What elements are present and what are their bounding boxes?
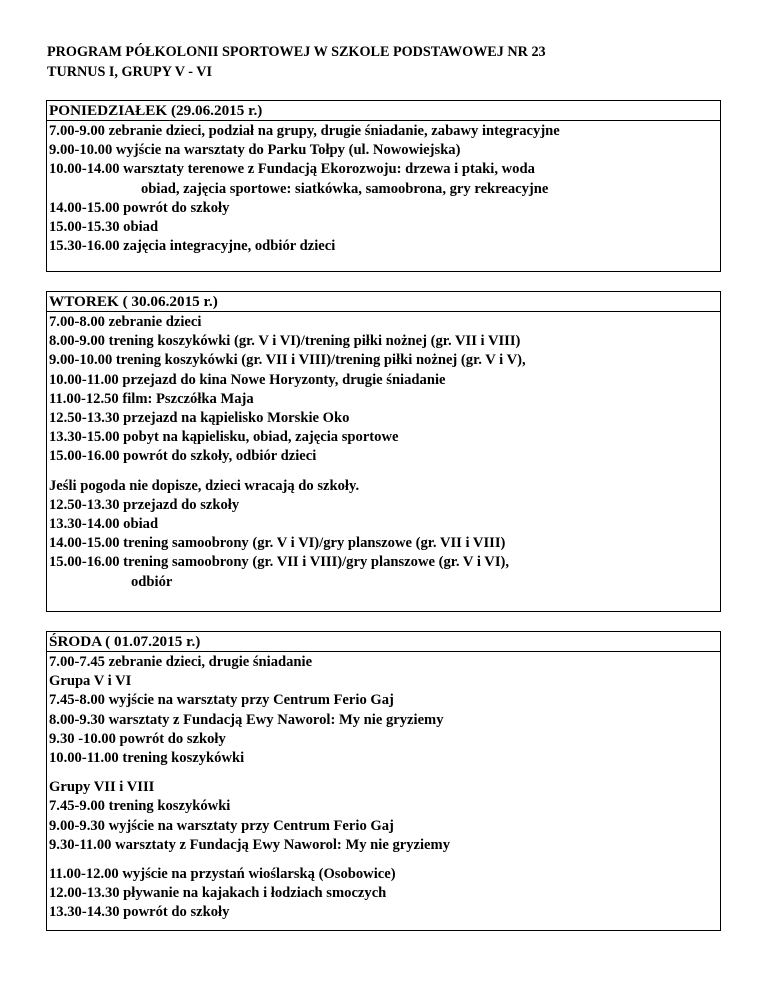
- schedule-line: 9.00-10.00 wyjście na warsztaty do Parku Tołpy (ul. Nowowiejska): [49, 142, 461, 159]
- schedule-line: 10.00-14.00 warsztaty terenowe z Fundacją Ekorozwoju: drzewa i ptaki, woda: [49, 161, 535, 178]
- schedule-line: 8.00-9.30 warsztaty z Fundacją Ewy Naworol: My nie gryziemy: [49, 711, 444, 728]
- schedule-line: 12.50-13.30 przejazd do szkoły: [49, 496, 240, 513]
- schedule-line: 7.45-9.00 trening koszykówki: [49, 798, 231, 815]
- schedule-note: Jeśli pogoda nie dopisze, dzieci wracają do szkoły.: [49, 477, 360, 494]
- header-subtitle: TURNUS I, GRUPY V - VI: [47, 64, 213, 80]
- schedule-line: 11.00-12.50 film: Pszczółka Maja: [49, 390, 254, 407]
- schedule-line: odbiór: [131, 573, 173, 590]
- day-title-wednesday: ŚRODA ( 01.07.2015 r.): [47, 632, 720, 652]
- day-box-monday: [46, 100, 721, 272]
- schedule-line: 15.30-16.00 zajęcia integracyjne, odbiór dzieci: [49, 238, 336, 255]
- schedule-line: 10.00-11.00 trening koszykówki: [49, 750, 245, 767]
- schedule-line: 8.00-9.00 trening koszykówki (gr. V i VI)/trening piłki nożnej (gr. VII i VIII): [49, 333, 521, 350]
- day-title-tuesday: WTOREK ( 30.06.2015 r.): [47, 292, 720, 312]
- header-title: PROGRAM PÓŁKOLONII SPORTOWEJ W SZKOLE PODSTAWOWEJ NR 23: [47, 44, 546, 60]
- schedule-line: 7.00-9.00 zebranie dzieci, podział na grupy, drugie śniadanie, zabawy integracyjne: [49, 123, 560, 139]
- schedule-line: 14.00-15.00 trening samoobrony (gr. V i VI)/gry planszowe (gr. VII i VIII): [49, 535, 506, 552]
- schedule-line: 9.00-10.00 trening koszykówki (gr. VII i VIII)/trening piłki nożnej (gr. V i V),: [49, 352, 526, 369]
- day-box-wednesday: [46, 631, 721, 931]
- schedule-line: 12.00-13.30 pływanie na kajakach i łodziach smoczych: [49, 885, 387, 902]
- schedule-line: 14.00-15.00 powrót do szkoły: [49, 199, 230, 216]
- schedule-line: obiad, zajęcia sportowe: siatkówka, samoobrona, gry rekreacyjne: [141, 180, 549, 197]
- section-gap: [49, 768, 720, 778]
- schedule-line: 13.30-15.00 pobyt na kąpielisku, obiad, zajęcia sportowe: [49, 429, 399, 446]
- schedule-line: 15.00-16.00 powrót do szkoły, odbiór dzieci: [49, 448, 317, 465]
- day-box-tuesday: [46, 291, 721, 612]
- schedule-line: 7.00-8.00 zebranie dzieci: [49, 314, 202, 330]
- schedule-line: 9.00-9.30 wyjście na warsztaty przy Centrum Ferio Gaj: [49, 817, 394, 834]
- schedule-line: 13.30-14.30 powrót do szkoły: [49, 904, 230, 921]
- schedule-line: 9.30 -10.00 powrót do szkoły: [49, 730, 226, 747]
- schedule-line: 11.00-12.00 wyjście na przystań wioślarską (Osobowice): [49, 866, 396, 883]
- day-body-wednesday: [47, 652, 720, 923]
- section-gap: [49, 855, 720, 865]
- schedule-line: 7.45-8.00 wyjście na warsztaty przy Centrum Ferio Gaj: [49, 692, 394, 709]
- day-body-monday: [47, 121, 720, 256]
- schedule-line: 7.00-7.45 zebranie dzieci, drugie śniadanie: [49, 654, 313, 670]
- schedule-line: 15.00-15.30 obiad: [49, 219, 159, 236]
- day-title-monday: PONIEDZIAŁEK (29.06.2015 r.): [47, 101, 720, 121]
- schedule-line: 10.00-11.00 przejazd do kina Nowe Horyzonty, drugie śniadanie: [49, 371, 446, 388]
- schedule-line: 12.50-13.30 przejazd na kąpielisko Morskie Oko: [49, 410, 350, 427]
- day-body-tuesday: [47, 312, 720, 592]
- document-header: [47, 42, 737, 82]
- schedule-line: 9.30-11.00 warsztaty z Fundacją Ewy Naworol: My nie gryziemy: [49, 836, 450, 853]
- group-heading: Grupa V i VI: [49, 673, 132, 690]
- group-heading: Grupy VII i VIII: [49, 779, 155, 796]
- schedule-line: 13.30-14.00 obiad: [49, 516, 159, 533]
- section-gap: [49, 467, 720, 477]
- schedule-line: 15.00-16.00 trening samoobrony (gr. VII i VIII)/gry planszowe (gr. V i VI),: [49, 554, 510, 571]
